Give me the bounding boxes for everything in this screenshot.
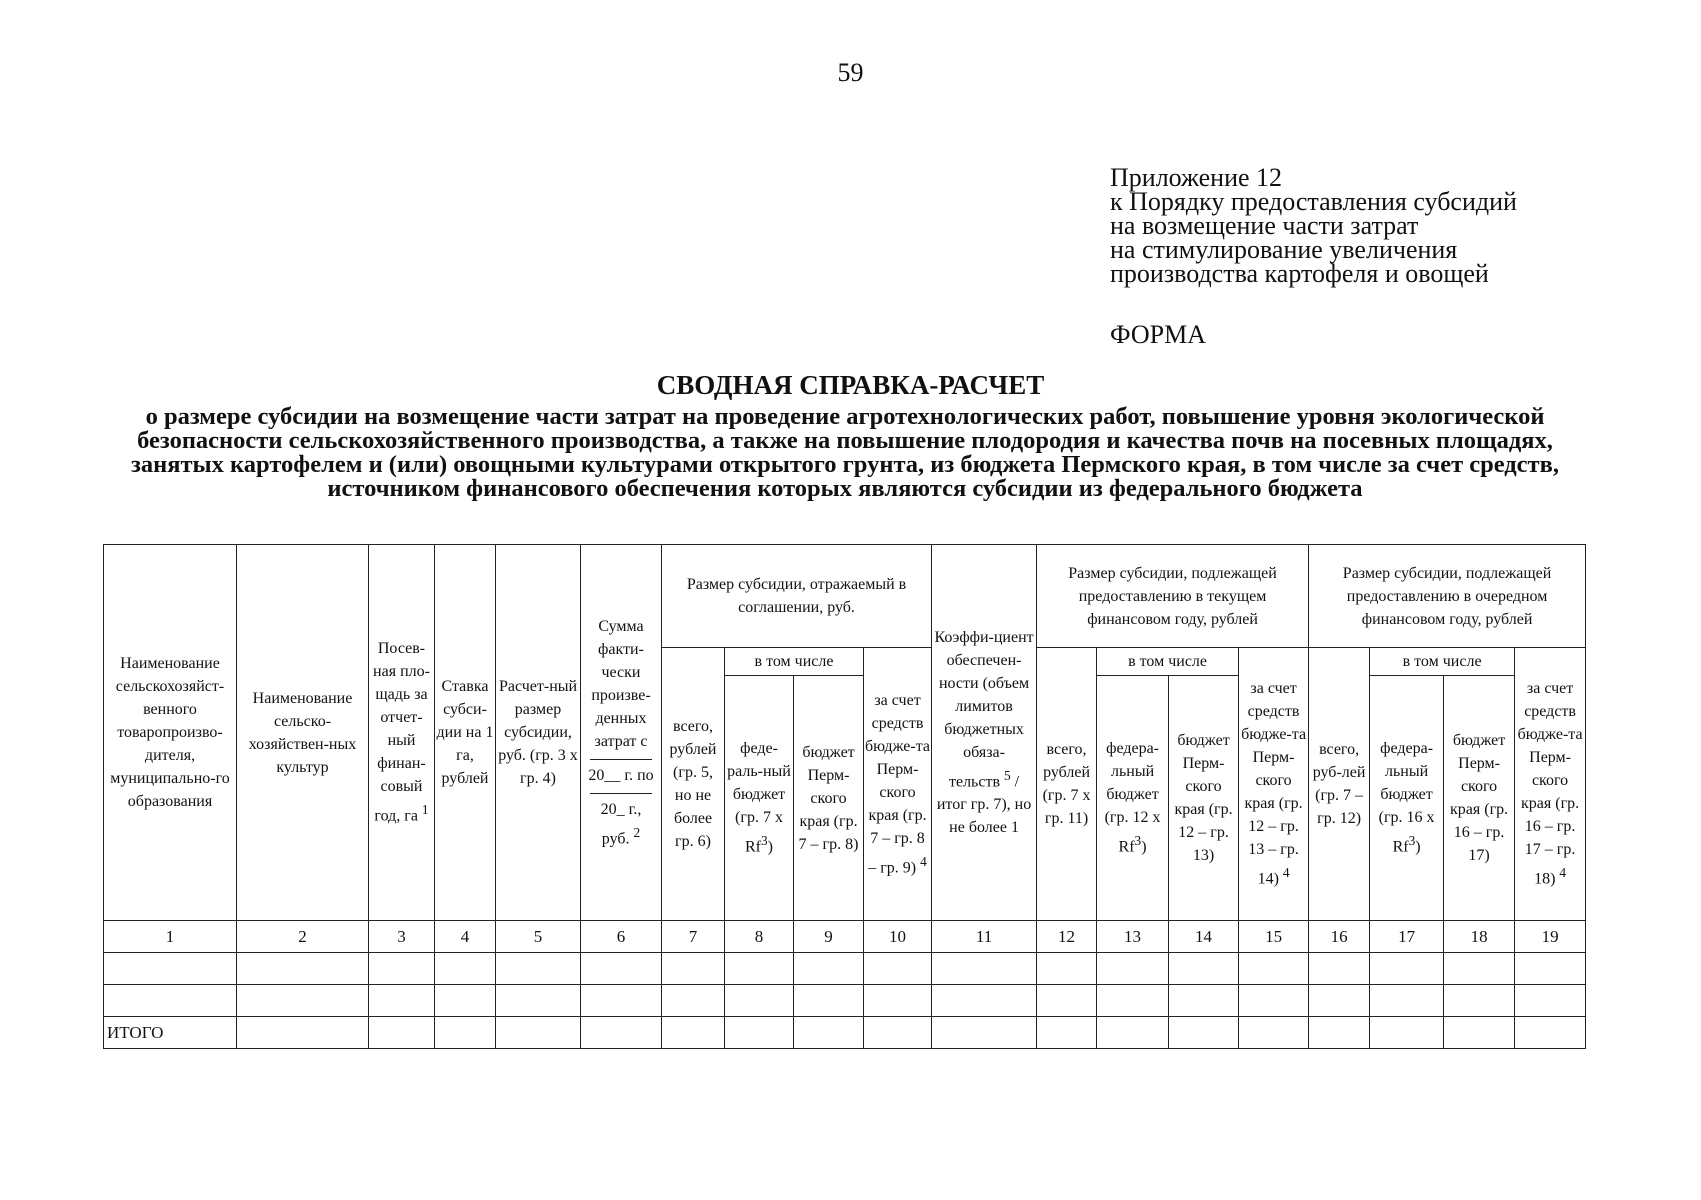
header-federal-next: федера-льный бюджет (гр. 16 х Rf$^3$) [1370,676,1444,921]
header-producer: Наименование сельскохозяйст-венного товаропроизво-дителя, муниципально-го образования [104,545,237,921]
table-cell[interactable] [581,953,662,985]
column-number: 2 [237,921,369,953]
table-cell[interactable] [1515,953,1586,985]
table-cell[interactable] [1169,985,1239,1017]
document-subtitle: о размере субсидии на возмещение части затрат на проведение агротехнологических работ, повышение уровня экологической безопасности сельскохозяйственного производства, а также на повышение плодородия и качества почв на посевных площадях, занятых картофелем и (или) овощными культурами открытого грунта, из бюджета Пермского края, в том числе за счет средств, источником финансового обеспечения которых являются субсидии из федерального бюджета [131,403,1559,502]
table-cell[interactable] [104,985,237,1017]
table-cell[interactable] [1370,985,1444,1017]
header-rate: Ставка субси-дии на 1 га, рублей [435,545,496,921]
form-label: ФОРМА [1110,320,1206,349]
table-cell[interactable] [662,953,725,985]
table-cell[interactable] [1444,985,1515,1017]
table-cell[interactable] [864,1017,932,1049]
header-actual-costs: Сумма факти-чески произве-денных затрат с 20__ г. по 20_ г., руб. $^2$ [581,545,662,921]
table-cell[interactable] [1037,953,1097,985]
table-cell[interactable] [1169,1017,1239,1049]
column-number: 3 [369,921,435,953]
header-federal-agreement: феде-раль-ный бюджет (гр. 7 х Rf$^3$) [725,676,794,921]
header-federal-current: федера-льный бюджет (гр. 12 х Rf$^3$) [1097,676,1169,921]
header-including: в том числе [725,648,864,676]
table-cell[interactable] [496,953,581,985]
table-cell[interactable] [1239,953,1309,985]
total-label: ИТОГО [104,1017,237,1049]
table-cell[interactable] [794,1017,864,1049]
column-number: 17 [1370,921,1444,953]
table-cell[interactable] [435,953,496,985]
table-cell[interactable] [932,953,1037,985]
table-cell[interactable] [662,1017,725,1049]
table-cell[interactable] [1309,953,1370,985]
header-regional-next: бюджет Перм-ского края (гр. 16 – гр. 17) [1444,676,1515,921]
header-total-current: всего, рублей (гр. 7 х гр. 11) [1037,648,1097,921]
table-cell[interactable] [581,1017,662,1049]
table-cell[interactable] [369,953,435,985]
column-number: 19 [1515,921,1586,953]
column-number: 8 [725,921,794,953]
table-cell[interactable] [662,985,725,1017]
table-cell[interactable] [496,1017,581,1049]
table-cell[interactable] [1097,953,1169,985]
table-cell[interactable] [1037,985,1097,1017]
header-sown-area: Посев-ная пло-щадь за отчет-ный финан-совый год, га $^1$ [369,545,435,921]
header-total-agreement: всего, рублей (гр. 5, но не более гр. 6) [662,648,725,921]
table-cell[interactable] [794,953,864,985]
column-number: 11 [932,921,1037,953]
table-cell[interactable] [932,1017,1037,1049]
column-number: 18 [1444,921,1515,953]
column-number-row [104,921,1586,953]
table-cell[interactable] [794,985,864,1017]
table-cell[interactable] [725,985,794,1017]
header-crops: Наименование сельско-хозяйствен-ных культур [237,545,369,921]
table-cell[interactable] [1239,985,1309,1017]
table-cell[interactable] [1515,985,1586,1017]
column-number: 14 [1169,921,1239,953]
table-cell[interactable] [1370,1017,1444,1049]
header-including: в том числе [1370,648,1515,676]
header-total-next: всего, руб-лей (гр. 7 – гр. 12) [1309,648,1370,921]
column-number: 1 [104,921,237,953]
column-number: 5 [496,921,581,953]
table-cell[interactable] [369,1017,435,1049]
table-cell[interactable] [435,985,496,1017]
page-number: 59 [837,58,864,87]
column-number: 15 [1239,921,1309,953]
header-regional-own-current: за счет средств бюдже-та Перм-ского края (гр. 12 – гр. 13 – гр. 14) $^4$ [1239,648,1309,921]
table-cell[interactable] [864,953,932,985]
table-cell[interactable] [369,985,435,1017]
header-regional-own-next: за счет средств бюдже-та Перм-ского края (гр. 16 – гр. 17 – гр. 18) $^4$ [1515,648,1586,921]
header-group-next-year: Размер субсидии, подлежащей предоставлению в очередном финансовом году, рублей [1309,545,1586,648]
table-cell[interactable] [1309,985,1370,1017]
column-number: 16 [1309,921,1370,953]
table-cell[interactable] [864,985,932,1017]
appendix-line: производства картофеля и овощей [1110,259,1489,288]
column-number: 6 [581,921,662,953]
calculation-table [103,544,1586,1049]
header-group-current-year: Размер субсидии, подлежащей предоставлению в текущем финансовом году, рублей [1037,545,1309,648]
table-cell[interactable] [1239,1017,1309,1049]
appendix-line: к Порядку предоставления субсидий [1110,187,1517,216]
table-row [104,985,1586,1017]
table-cell[interactable] [237,1017,369,1049]
table-cell[interactable] [435,1017,496,1049]
appendix-line: Приложение 12 [1110,163,1283,192]
header-calc-subsidy: Расчет-ный размер субсидии, руб. (гр. 3 х гр. 4) [496,545,581,921]
table-cell[interactable] [725,1017,794,1049]
column-number: 4 [435,921,496,953]
table-cell[interactable] [1444,953,1515,985]
table-cell[interactable] [496,985,581,1017]
header-regional-current: бюджет Перм-ского края (гр. 12 – гр. 13) [1169,676,1239,921]
appendix-block [1110,163,1670,288]
table-cell[interactable] [1370,953,1444,985]
total-row [104,1017,1586,1049]
header-including: в том числе [1097,648,1239,676]
header-regional-own-agreement: за счет средств бюдже-та Перм-ского края (гр. 7 – гр. 8 – гр. 9) $^4$ [864,648,932,921]
header-regional-agreement: бюджет Перм-ского края (гр. 7 – гр. 8) [794,676,864,921]
table-cell[interactable] [1097,985,1169,1017]
table-cell[interactable] [1169,953,1239,985]
column-number: 12 [1037,921,1097,953]
table-cell[interactable] [1097,1017,1169,1049]
column-number: 7 [662,921,725,953]
header-coefficient: Коэффи-циент обеспечен-ности (объем лимитов бюджетных обяза-тельств $^5$ / итог гр. 7), но не более 1 [932,545,1037,921]
table-cell[interactable] [1444,1017,1515,1049]
appendix-line: на стимулирование увеличения [1110,235,1458,264]
column-number: 13 [1097,921,1169,953]
column-number: 10 [864,921,932,953]
table-cell[interactable] [932,985,1037,1017]
table-cell[interactable] [725,953,794,985]
table-cell[interactable] [1037,1017,1097,1049]
table-cell[interactable] [104,953,237,985]
document-title: СВОДНАЯ СПРАВКА-РАСЧЕТ [656,370,1045,400]
column-number: 9 [794,921,864,953]
table-cell[interactable] [237,985,369,1017]
table-cell[interactable] [237,953,369,985]
appendix-line: на возмещение части затрат [1110,211,1419,240]
table-cell[interactable] [1515,1017,1586,1049]
header-group-agreement: Размер субсидии, отражаемый в соглашении, руб. [662,545,932,648]
table-cell[interactable] [581,985,662,1017]
table-row [104,953,1586,985]
table-cell[interactable] [1309,1017,1370,1049]
